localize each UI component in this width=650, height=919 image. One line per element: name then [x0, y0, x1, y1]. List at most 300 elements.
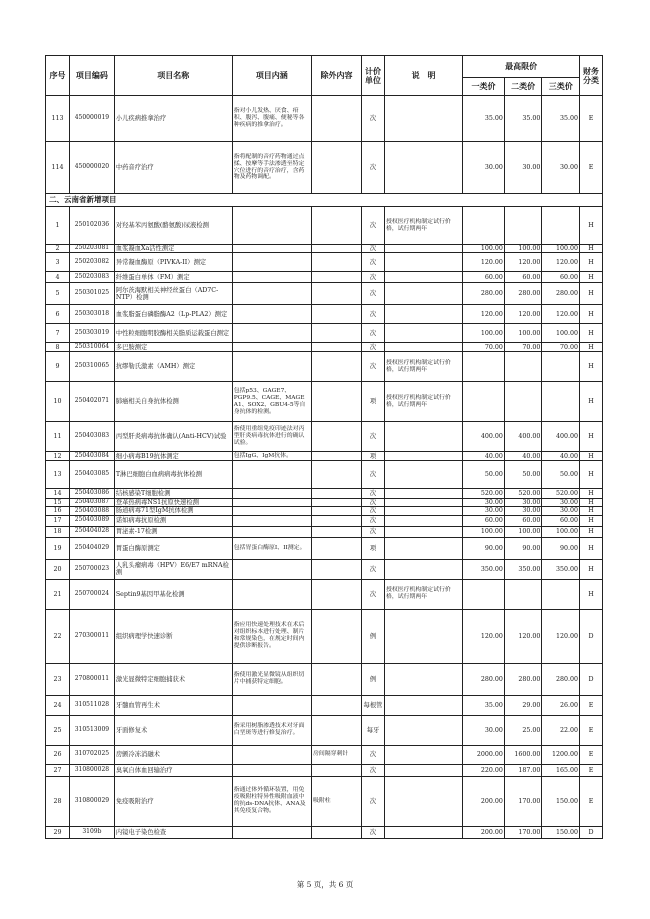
cell-content	[232, 352, 311, 382]
cell-class2-price: 280.00	[504, 663, 542, 695]
cell-unit: 次	[362, 507, 385, 515]
cell-content: 指应用快速处理技术在术后对组织标本进行处理、制片和常规染色，在规定时间内提供诊断报告。	[232, 609, 311, 663]
cell-name: 结核感染T细胞检测	[114, 489, 232, 499]
cell-finance: H	[580, 452, 603, 461]
cell-code: 310513009	[69, 715, 114, 745]
cell-name: 诺如病毒抗原检测	[114, 515, 232, 526]
cell-seq: 28	[46, 776, 70, 826]
cell-excluded	[311, 489, 361, 499]
cell-code: 250402071	[69, 382, 114, 422]
cell-seq: 23	[46, 663, 70, 695]
cell-seq: 16	[46, 507, 70, 515]
cell-note	[384, 776, 462, 826]
table-row	[46, 715, 603, 745]
cell-class2-price: 520.00	[504, 489, 542, 499]
cell-finance: H	[580, 461, 603, 489]
cell-excluded	[311, 499, 361, 507]
cell-class1-price: 2000.00	[463, 745, 505, 764]
cell-note	[384, 499, 462, 507]
cell-class1-price: 200.00	[463, 826, 505, 838]
cell-class2-price: 50.00	[504, 461, 542, 489]
cell-name: 阿尔茨海默相关神经丝蛋白（AD7C-NTP）检测	[114, 283, 232, 305]
cell-class1-price: 30.00	[463, 142, 505, 194]
cell-finance: E	[580, 745, 603, 764]
cell-content: 指将配制的音疗药物通过点揉、按摩等手法渗透至特定穴位进行的音疗治疗，含药物及药物调配。	[232, 142, 311, 194]
cell-name: Septin9基因甲基化检测	[114, 579, 232, 609]
cell-class1-price	[463, 579, 505, 609]
cell-class1-price: 100.00	[463, 245, 505, 253]
cell-finance: H	[580, 526, 603, 537]
cell-name: 免疫吸附治疗	[114, 776, 232, 826]
cell-class1-price: 35.00	[463, 96, 505, 142]
cell-excluded	[311, 515, 361, 526]
cell-finance: H	[580, 499, 603, 507]
cell-code: 250403087	[69, 499, 114, 507]
cell-code: 270300011	[69, 609, 114, 663]
cell-name: 对羟基苯丙氨酸(酪氨酸)尿液检测	[114, 207, 232, 245]
cell-name: 牙面修复术	[114, 715, 232, 745]
header-note: 说 明	[384, 56, 462, 96]
table-row	[46, 745, 603, 764]
cell-class3-price: 120.00	[542, 253, 580, 272]
table-row	[46, 207, 603, 245]
cell-unit: 次	[362, 245, 385, 253]
cell-seq: 20	[46, 559, 70, 579]
cell-unit: 次	[362, 207, 385, 245]
cell-class2-price: 29.00	[504, 695, 542, 715]
cell-note	[384, 343, 462, 352]
section-title: 二、云南省新增项目	[46, 194, 603, 207]
cell-class3-price: 35.00	[542, 96, 580, 142]
cell-finance: D	[580, 609, 603, 663]
table-row	[46, 515, 603, 526]
table-row	[46, 526, 603, 537]
cell-finance: H	[580, 422, 603, 452]
cell-unit: 次	[362, 352, 385, 382]
cell-unit: 次	[362, 559, 385, 579]
cell-class2-price	[504, 579, 542, 609]
cell-class3-price: 520.00	[542, 489, 580, 499]
cell-code: 250203083	[69, 272, 114, 283]
cell-class3-price: 60.00	[542, 272, 580, 283]
cell-finance: E	[580, 96, 603, 142]
cell-class2-price: 280.00	[504, 283, 542, 305]
cell-unit: 次	[362, 461, 385, 489]
cell-class1-price: 520.00	[463, 489, 505, 499]
cell-note	[384, 422, 462, 452]
cell-unit: 次	[362, 776, 385, 826]
cell-name: T淋巴细胞白血病病毒抗体检测	[114, 461, 232, 489]
header-class3: 三类价	[542, 78, 580, 96]
cell-class3-price: 280.00	[542, 283, 580, 305]
cell-code: 450000020	[69, 142, 114, 194]
cell-finance: E	[580, 715, 603, 745]
table-row	[46, 826, 603, 838]
cell-class1-price: 30.00	[463, 715, 505, 745]
cell-code: 310702025	[69, 745, 114, 764]
cell-unit: 次	[362, 343, 385, 352]
cell-seq: 12	[46, 452, 70, 461]
table-row	[46, 695, 603, 715]
table-row	[46, 142, 603, 194]
table-row	[46, 343, 603, 352]
cell-class3-price: 90.00	[542, 537, 580, 559]
cell-class1-price: 280.00	[463, 663, 505, 695]
cell-unit: 项	[362, 452, 385, 461]
cell-note	[384, 663, 462, 695]
cell-class3-price: 60.00	[542, 515, 580, 526]
cell-class3-price: 30.00	[542, 142, 580, 194]
cell-unit: 例	[362, 609, 385, 663]
cell-name: 肠道病毒71型IgM抗体检测	[114, 507, 232, 515]
cell-finance: H	[580, 305, 603, 324]
cell-note	[384, 745, 462, 764]
cell-content	[232, 461, 311, 489]
cell-content	[232, 272, 311, 283]
cell-name: 组织病理学快速诊断	[114, 609, 232, 663]
cell-class2-price: 40.00	[504, 452, 542, 461]
cell-content	[232, 764, 311, 776]
cell-note	[384, 96, 462, 142]
cell-excluded	[311, 715, 361, 745]
cell-note	[384, 559, 462, 579]
cell-seq: 15	[46, 499, 70, 507]
cell-note	[384, 695, 462, 715]
header-code: 项目编码	[69, 56, 114, 96]
cell-class2-price: 120.00	[504, 609, 542, 663]
cell-note	[384, 826, 462, 838]
cell-excluded	[311, 253, 361, 272]
table-row	[46, 96, 603, 142]
header-seq: 序号	[46, 56, 70, 96]
cell-name: 激光显微特定细胞捕获术	[114, 663, 232, 695]
header-content: 项目内涵	[232, 56, 311, 96]
cell-class1-price: 60.00	[463, 272, 505, 283]
cell-note	[384, 764, 462, 776]
cell-name: 多巴胺测定	[114, 343, 232, 352]
cell-code: 250203082	[69, 253, 114, 272]
cell-class2-price: 100.00	[504, 245, 542, 253]
cell-name: 小儿疾病推拿治疗	[114, 96, 232, 142]
cell-excluded	[311, 452, 361, 461]
cell-excluded: 房间隔穿刺针	[311, 745, 361, 764]
cell-excluded	[311, 507, 361, 515]
cell-class2-price: 100.00	[504, 526, 542, 537]
cell-excluded	[311, 272, 361, 283]
cell-class3-price	[542, 207, 580, 245]
table-row	[46, 609, 603, 663]
cell-seq: 19	[46, 537, 70, 559]
cell-seq: 3	[46, 253, 70, 272]
price-table	[45, 55, 603, 839]
cell-class1-price	[463, 207, 505, 245]
cell-excluded	[311, 343, 361, 352]
cell-finance: H	[580, 537, 603, 559]
cell-class2-price	[504, 352, 542, 382]
table-row	[46, 663, 603, 695]
cell-class3-price	[542, 352, 580, 382]
cell-class1-price: 70.00	[463, 343, 505, 352]
cell-excluded	[311, 245, 361, 253]
cell-class2-price: 90.00	[504, 537, 542, 559]
header-class1: 一类价	[463, 78, 505, 96]
cell-excluded	[311, 579, 361, 609]
cell-unit: 次	[362, 253, 385, 272]
cell-unit: 次	[362, 499, 385, 507]
cell-code: 3109b	[69, 826, 114, 838]
cell-code: 270800011	[69, 663, 114, 695]
cell-content: 指使用重组免疫印迹法对丙型肝炎病毒抗体进行的确认试验。	[232, 422, 311, 452]
cell-code: 310800029	[69, 776, 114, 826]
cell-class2-price: 35.00	[504, 96, 542, 142]
cell-seq: 5	[46, 283, 70, 305]
cell-finance: H	[580, 245, 603, 253]
cell-class2-price	[504, 207, 542, 245]
table-row	[46, 507, 603, 515]
cell-class3-price: 22.00	[542, 715, 580, 745]
cell-seq: 17	[46, 515, 70, 526]
cell-class1-price: 30.00	[463, 507, 505, 515]
cell-seq: 114	[46, 142, 70, 194]
cell-unit: 项	[362, 537, 385, 559]
cell-class2-price: 120.00	[504, 253, 542, 272]
header-unit: 计价单位	[362, 56, 385, 96]
cell-excluded	[311, 695, 361, 715]
cell-content	[232, 245, 311, 253]
cell-code: 310511028	[69, 695, 114, 715]
cell-class3-price: 100.00	[542, 324, 580, 343]
cell-seq: 18	[46, 526, 70, 537]
cell-note	[384, 142, 462, 194]
cell-seq: 113	[46, 96, 70, 142]
cell-note	[384, 272, 462, 283]
cell-seq: 27	[46, 764, 70, 776]
cell-name: 血浆脂蛋白磷脂酶A2（Lp-PLA2）测定	[114, 305, 232, 324]
cell-content	[232, 283, 311, 305]
cell-seq: 14	[46, 489, 70, 499]
cell-content	[232, 507, 311, 515]
header-class2: 二类价	[504, 78, 542, 96]
table-row	[46, 776, 603, 826]
cell-unit: 次	[362, 96, 385, 142]
cell-class2-price: 187.00	[504, 764, 542, 776]
cell-note	[384, 537, 462, 559]
cell-class1-price: 90.00	[463, 537, 505, 559]
cell-class3-price: 100.00	[542, 526, 580, 537]
cell-class1-price: 100.00	[463, 324, 505, 343]
cell-excluded	[311, 324, 361, 343]
cell-class1-price: 40.00	[463, 452, 505, 461]
table-row	[46, 352, 603, 382]
cell-unit: 次	[362, 764, 385, 776]
cell-class2-price: 30.00	[504, 142, 542, 194]
cell-excluded	[311, 283, 361, 305]
cell-note: 授权医疗机构制定试行价格，试行期两年	[384, 579, 462, 609]
table-row	[46, 461, 603, 489]
cell-code: 250404028	[69, 526, 114, 537]
cell-note	[384, 507, 462, 515]
cell-excluded	[311, 764, 361, 776]
table-row	[46, 272, 603, 283]
cell-content	[232, 324, 311, 343]
cell-class2-price: 30.00	[504, 507, 542, 515]
table-row	[46, 489, 603, 499]
cell-content: 指通过体外循环装置，用免疫吸附柱特异性吸附血液中的抗ds-DNA抗体、ANA及其免疫复合物。	[232, 776, 311, 826]
cell-name: 胃泌素-17检测	[114, 526, 232, 537]
cell-name: 内镜电子染色检查	[114, 826, 232, 838]
cell-code: 250310065	[69, 352, 114, 382]
table-row	[46, 382, 603, 422]
cell-class2-price: 25.00	[504, 715, 542, 745]
cell-code: 450000019	[69, 96, 114, 142]
cell-excluded	[311, 305, 361, 324]
cell-class1-price: 280.00	[463, 283, 505, 305]
cell-finance: E	[580, 776, 603, 826]
cell-code: 310800028	[69, 764, 114, 776]
cell-class3-price	[542, 382, 580, 422]
table-row	[46, 764, 603, 776]
cell-class3-price: 50.00	[542, 461, 580, 489]
cell-content	[232, 207, 311, 245]
cell-name: 房颤冷冻消融术	[114, 745, 232, 764]
cell-class1-price: 120.00	[463, 609, 505, 663]
cell-name: 胃蛋白酶原测定	[114, 537, 232, 559]
cell-unit: 次	[362, 142, 385, 194]
cell-code: 250403085	[69, 461, 114, 489]
cell-excluded	[311, 461, 361, 489]
cell-seq: 2	[46, 245, 70, 253]
cell-seq: 8	[46, 343, 70, 352]
cell-note: 授权医疗机构制定试行价格，试行期两年	[384, 382, 462, 422]
cell-class3-price: 100.00	[542, 245, 580, 253]
cell-finance: H	[580, 352, 603, 382]
cell-finance: H	[580, 382, 603, 422]
cell-name: 牙髓血管再生术	[114, 695, 232, 715]
cell-class1-price: 220.00	[463, 764, 505, 776]
cell-class1-price	[463, 382, 505, 422]
cell-note	[384, 526, 462, 537]
cell-class1-price: 200.00	[463, 776, 505, 826]
cell-seq: 21	[46, 579, 70, 609]
price-table-sheet	[45, 55, 603, 839]
cell-content: 包括IgG、IgM抗体。	[232, 452, 311, 461]
cell-excluded	[311, 382, 361, 422]
cell-class2-price: 30.00	[504, 499, 542, 507]
cell-class2-price	[504, 382, 542, 422]
cell-code: 250303018	[69, 305, 114, 324]
cell-seq: 13	[46, 461, 70, 489]
cell-finance: H	[580, 207, 603, 245]
cell-class1-price: 60.00	[463, 515, 505, 526]
table-row	[46, 579, 603, 609]
cell-unit: 次	[362, 579, 385, 609]
cell-note	[384, 452, 462, 461]
cell-code: 250404029	[69, 537, 114, 559]
cell-unit: 次	[362, 826, 385, 838]
table-row	[46, 283, 603, 305]
cell-class1-price: 50.00	[463, 461, 505, 489]
cell-seq: 7	[46, 324, 70, 343]
cell-class3-price: 120.00	[542, 609, 580, 663]
cell-seq: 1	[46, 207, 70, 245]
cell-class2-price: 70.00	[504, 343, 542, 352]
table-row	[46, 422, 603, 452]
cell-class3-price: 400.00	[542, 422, 580, 452]
cell-class2-price: 1600.00	[504, 745, 542, 764]
cell-content	[232, 305, 311, 324]
cell-note	[384, 324, 462, 343]
cell-finance: H	[580, 272, 603, 283]
cell-code: 250403088	[69, 507, 114, 515]
cell-finance: D	[580, 663, 603, 695]
cell-content	[232, 526, 311, 537]
cell-seq: 9	[46, 352, 70, 382]
cell-name: 异常凝血酶原（PIVKA-II）测定	[114, 253, 232, 272]
cell-unit: 项	[362, 382, 385, 422]
cell-class3-price: 70.00	[542, 343, 580, 352]
cell-class2-price: 60.00	[504, 515, 542, 526]
cell-name: 血浆凝血Xa活性测定	[114, 245, 232, 253]
cell-unit: 次	[362, 526, 385, 537]
table-row	[46, 559, 603, 579]
cell-note	[384, 609, 462, 663]
cell-code: 250700023	[69, 559, 114, 579]
cell-class3-price: 1200.00	[542, 745, 580, 764]
cell-class1-price: 400.00	[463, 422, 505, 452]
cell-class3-price: 30.00	[542, 499, 580, 507]
cell-code: 250700024	[69, 579, 114, 609]
cell-class3-price: 150.00	[542, 776, 580, 826]
cell-excluded	[311, 537, 361, 559]
cell-class2-price: 170.00	[504, 776, 542, 826]
cell-content	[232, 515, 311, 526]
cell-class2-price: 400.00	[504, 422, 542, 452]
table-row	[46, 499, 603, 507]
cell-excluded	[311, 559, 361, 579]
cell-class3-price: 165.00	[542, 764, 580, 776]
table-row	[46, 324, 603, 343]
cell-excluded	[311, 207, 361, 245]
table-row	[46, 537, 603, 559]
cell-class2-price: 100.00	[504, 324, 542, 343]
cell-finance: D	[580, 826, 603, 838]
cell-content	[232, 253, 311, 272]
cell-unit: 次	[362, 272, 385, 283]
cell-finance: H	[580, 283, 603, 305]
header-name: 项目名称	[114, 56, 232, 96]
cell-excluded	[311, 609, 361, 663]
cell-unit: 次	[362, 515, 385, 526]
cell-name: 人乳头瘤病毒（HPV）E6/E7 mRNA检测	[114, 559, 232, 579]
table-row	[46, 253, 603, 272]
cell-class1-price: 120.00	[463, 253, 505, 272]
cell-note	[384, 489, 462, 499]
cell-excluded: 吸附柱	[311, 776, 361, 826]
cell-name: 臭氧自体血回输治疗	[114, 764, 232, 776]
cell-content	[232, 343, 311, 352]
cell-finance: E	[580, 764, 603, 776]
cell-content	[232, 745, 311, 764]
cell-class2-price: 170.00	[504, 826, 542, 838]
cell-name: 中药音疗治疗	[114, 142, 232, 194]
cell-name: 肺癌相关自身抗体检测	[114, 382, 232, 422]
cell-content	[232, 489, 311, 499]
cell-name: 抗缪勒氏激素（AMH）测定	[114, 352, 232, 382]
cell-class3-price: 26.00	[542, 695, 580, 715]
cell-content	[232, 695, 311, 715]
cell-finance: E	[580, 695, 603, 715]
cell-content	[232, 579, 311, 609]
